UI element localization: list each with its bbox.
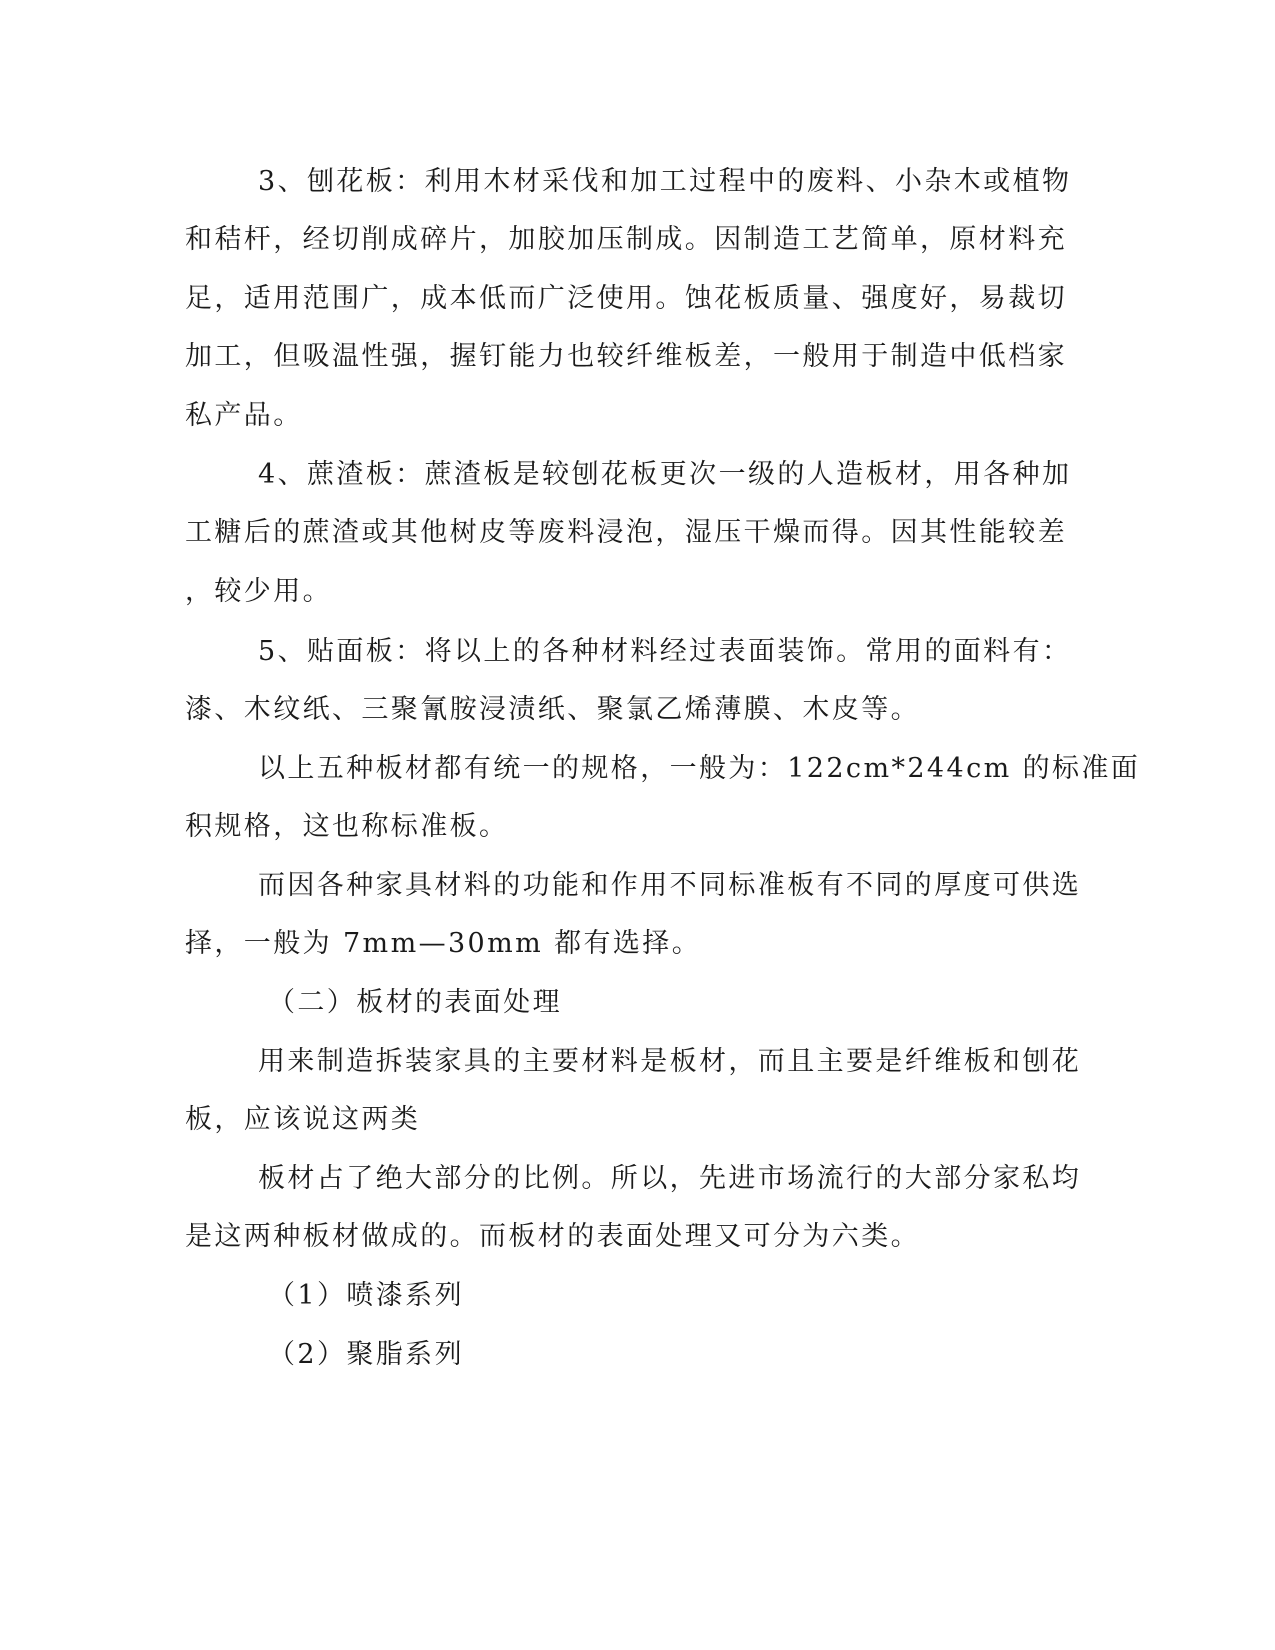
paragraph-line: 足，适用范围广，成本低而广泛使用。蚀花板质量、强度好，易裁切 [185, 283, 1067, 314]
paragraph-line: 加工，但吸温性强，握钉能力也较纤维板差，一般用于制造中低档家 [185, 341, 1067, 372]
paragraph-line: 5、贴面板：将以上的各种材料经过表面装饰。常用的面料有： [258, 636, 1072, 667]
paragraph-line: 工糖后的蔗渣或其他树皮等废料浸泡，湿压干燥而得。因其性能较差 [185, 517, 1067, 548]
paragraph-line: ，较少用。 [185, 576, 332, 607]
paragraph-line: 板，应该说这两类 [185, 1104, 421, 1135]
paragraph-line: 私产品。 [185, 400, 303, 431]
paragraph-line: 择，一般为 7mm—30mm 都有选择。 [185, 928, 702, 959]
paragraph-line: 4、蔗渣板：蔗渣板是较刨花板更次一级的人造板材，用各种加 [258, 459, 1072, 490]
paragraph-line: 积规格，这也称标准板。 [185, 811, 509, 842]
paragraph-line: 而因各种家具材料的功能和作用不同标准板有不同的厚度可供选 [258, 870, 1082, 901]
list-item: （1）喷漆系列 [268, 1280, 464, 1311]
paragraph-line: 3、刨花板：利用木材采伐和加工过程中的废料、小杂木或植物 [258, 166, 1072, 197]
list-item: （2）聚脂系列 [268, 1339, 464, 1370]
paragraph-line: 以上五种板材都有统一的规格，一般为：122cm*244cm 的标准面 [258, 753, 1141, 784]
paragraph-line: 用来制造拆装家具的主要材料是板材，而且主要是纤维板和刨花 [258, 1046, 1082, 1077]
paragraph-line: 是这两种板材做成的。而板材的表面处理又可分为六类。 [185, 1221, 920, 1252]
paragraph-line: 漆、木纹纸、三聚氰胺浸渍纸、聚氯乙烯薄膜、木皮等。 [185, 694, 920, 725]
paragraph-line: 和秸杆，经切削成碎片，加胶加压制成。因制造工艺简单，原材料充 [185, 224, 1067, 255]
section-heading: （二）板材的表面处理 [268, 987, 562, 1018]
paragraph-line: 板材占了绝大部分的比例。所以，先进市场流行的大部分家私均 [258, 1163, 1082, 1194]
